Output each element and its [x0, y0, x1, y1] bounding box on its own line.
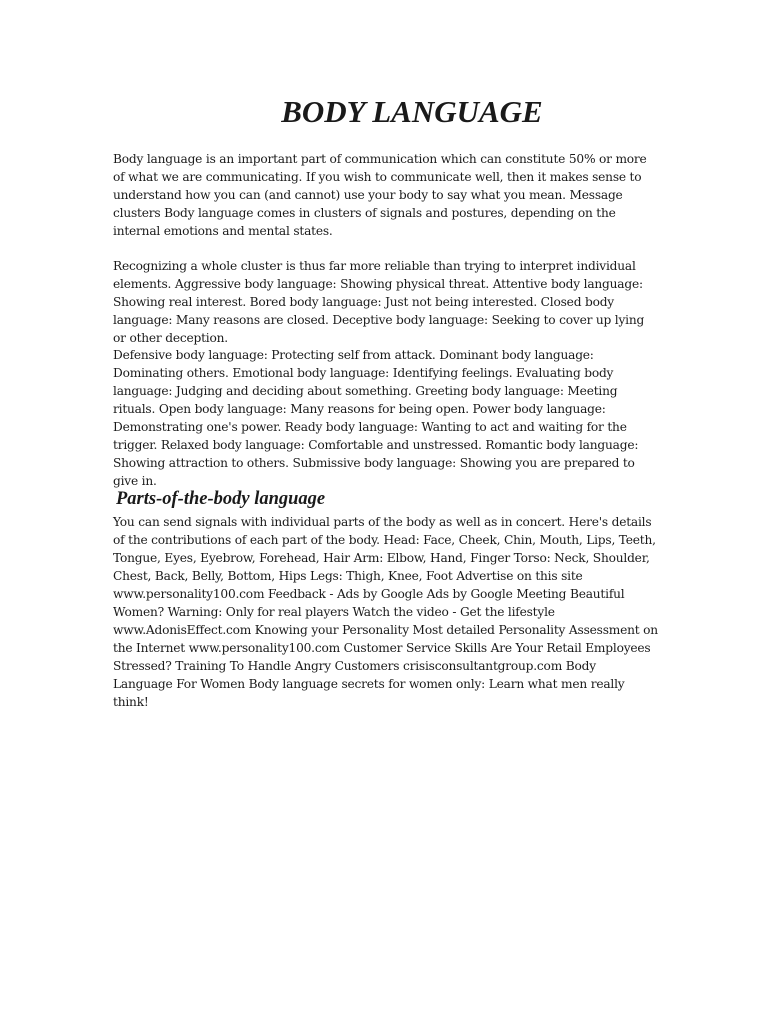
cluster-paragraph: Recognizing a whole cluster is thus far more reliable than trying to interpret individual elements. Aggressive body language: Showing physical threat. Attentive body language: Showing real interest. Bored body language: Just not being interested. Closed body language: Many reasons are closed. Deceptive body language: Seeking to cover up lying or other deception.	[113, 259, 645, 345]
page-title: BODY LANGUAGE	[281, 94, 543, 129]
intro-paragraph: Body language is an important part of communication which can constitute 50% or more of what we are communicating. If you wish to communicate well, then it makes sense to understand how you can (and cannot) use your body to say what you mean. Message clusters Body language comes in clusters of signals and postures, depending on the internal emotions and mental states.	[113, 152, 647, 238]
parts-paragraph: You can send signals with individual parts of the body as well as in concert. Here's details of the contributions of each part of the body. Head: Face, Cheek, Chin, Mouth, Lips, Teeth, Tongue, Eyes, Eyebrow, Forehead, Hair Arm: Elbow, Hand, Finger Torso: Neck, Shoulder, Chest, Back, Belly, Bottom, Hips Legs: Thigh, Knee, Foot Advertise on this site www.personality100.com Feedback - Ads by Google Ads by Google Meeting Beautiful Women? Warning: Only for real players Watch the video - Get the lifestyle www.AdonisEffect.com Knowing your Personality Most detailed Personality Assessment on the Internet www.personality100.com Customer Service Skills Are Your Retail Employees Stressed? Training To Handle Angry Customers crisisconsultantgroup.com Body Language For Women Body language secrets for women only: Learn what men really think!	[113, 515, 658, 709]
section-heading: Parts-of-the-body language	[116, 489, 326, 509]
types-paragraph: Defensive body language: Protecting self from attack. Dominant body language: Dominating others. Emotional body language: Identifying feelings. Evaluating body language: Judging and deciding about something. Greeting body language: Meeting rituals. Open body language: Many reasons for being open. Power body language: Demonstrating one's power. Ready body language: Wanting to act and waiting for the trigger. Relaxed body language: Comfortable and unstressed. Romantic body language: Showing attraction to others. Submissive body language: Showing you are prepared to give in.	[113, 348, 639, 488]
